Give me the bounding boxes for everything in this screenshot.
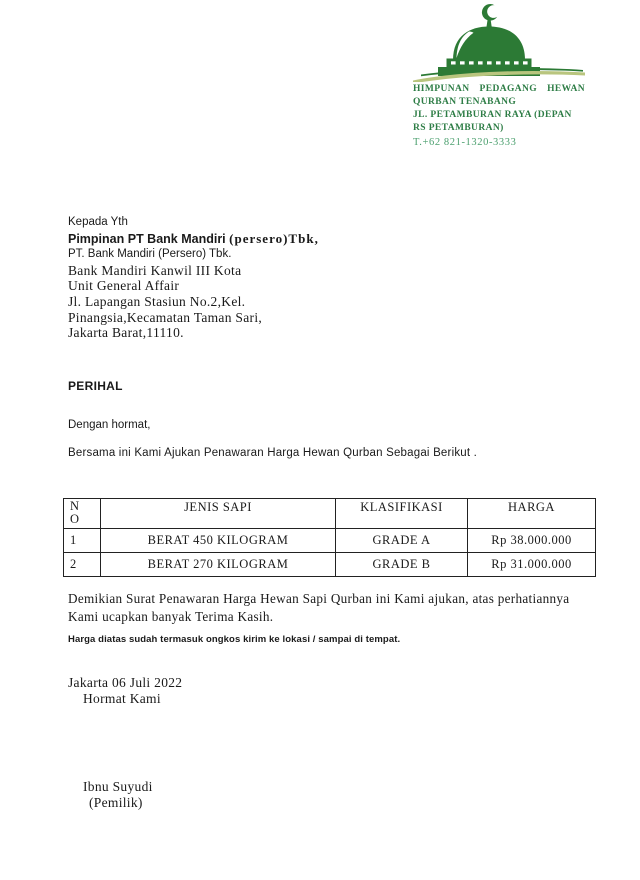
mosque-logo-icon bbox=[413, 2, 585, 82]
table-body bbox=[64, 529, 596, 577]
table-cell: Rp 38.000.000 bbox=[468, 529, 596, 553]
table-header-cell: KLASIFIKASI bbox=[336, 499, 468, 529]
table-row bbox=[64, 553, 596, 577]
signer-name: Ibnu Suyudi bbox=[83, 779, 153, 794]
org-address: JL. PETAMBURAN RAYA (DEPAN RS PETAMBURAN) bbox=[413, 110, 572, 133]
address-line: Unit General Affair bbox=[68, 278, 180, 294]
table-header-cell: N O bbox=[64, 499, 101, 529]
signoff-date-place: Jakarta 06 Juli 2022 bbox=[68, 675, 183, 690]
table-cell: GRADE A bbox=[336, 529, 468, 553]
closing-paragraph: Demikian Surat Penawaran Harga Hewan Sapi Qurban ini Kami ajukan, atas perhatiannya Kami ucapkan banyak Terima Kasih. bbox=[68, 591, 570, 624]
table-header-row bbox=[64, 499, 596, 529]
subject-label: PERIHAL bbox=[68, 379, 123, 393]
org-text-block bbox=[413, 83, 585, 149]
table-header-cell: HARGA bbox=[468, 499, 596, 529]
table-header-cell: JENIS SAPI bbox=[101, 499, 336, 529]
recipient-address bbox=[68, 215, 388, 341]
intro-line: Bersama ini Kami Ajukan Penawaran Harga Hewan Qurban Sebagai Berikut . bbox=[68, 447, 478, 459]
table-cell: GRADE B bbox=[336, 553, 468, 577]
crescent-icon bbox=[482, 4, 497, 21]
table-cell: Rp 31.000.000 bbox=[468, 553, 596, 577]
signoff-salutation: Hormat Kami bbox=[83, 691, 161, 706]
table-cell: 2 bbox=[64, 553, 101, 577]
table-cell: 1 bbox=[64, 529, 101, 553]
address-line: PT. Bank Mandiri (Persero) Tbk. bbox=[68, 248, 232, 261]
address-line: Jl. Lapangan Stasiun No.2,Kel. bbox=[68, 293, 246, 309]
table-row bbox=[64, 529, 596, 553]
signer-title: (Pemilik) bbox=[89, 795, 143, 810]
table-cell: BERAT 270 KILOGRAM bbox=[101, 553, 336, 577]
org-name-line1: HIMPUNAN PEDAGANG HEWAN bbox=[413, 84, 585, 94]
address-line: Kepada Yth bbox=[68, 216, 128, 228]
offer-table bbox=[63, 498, 596, 577]
address-line: Pinangsia,Kecamatan Taman Sari, bbox=[68, 309, 263, 325]
salutation: Dengan hormat, bbox=[68, 419, 151, 431]
address-line bbox=[68, 231, 388, 248]
address-line-part: Pimpinan PT Bank Mandiri bbox=[68, 231, 230, 246]
org-phone: T.+62 821-1320-3333 bbox=[413, 137, 517, 148]
address-line-part: (persero)Tbk, bbox=[229, 230, 319, 246]
table-cell: BERAT 450 KILOGRAM bbox=[101, 529, 336, 553]
address-line: Bank Mandiri Kanwil III Kota bbox=[68, 262, 242, 278]
letterhead bbox=[413, 2, 585, 149]
address-line: Jakarta Barat,11110. bbox=[68, 325, 184, 341]
org-name-line2: QURBAN TENABANG bbox=[413, 97, 517, 107]
shipping-note: Harga diatas sudah termasuk ongkos kirim ke lokasi / sampai di tempat. bbox=[68, 634, 401, 645]
